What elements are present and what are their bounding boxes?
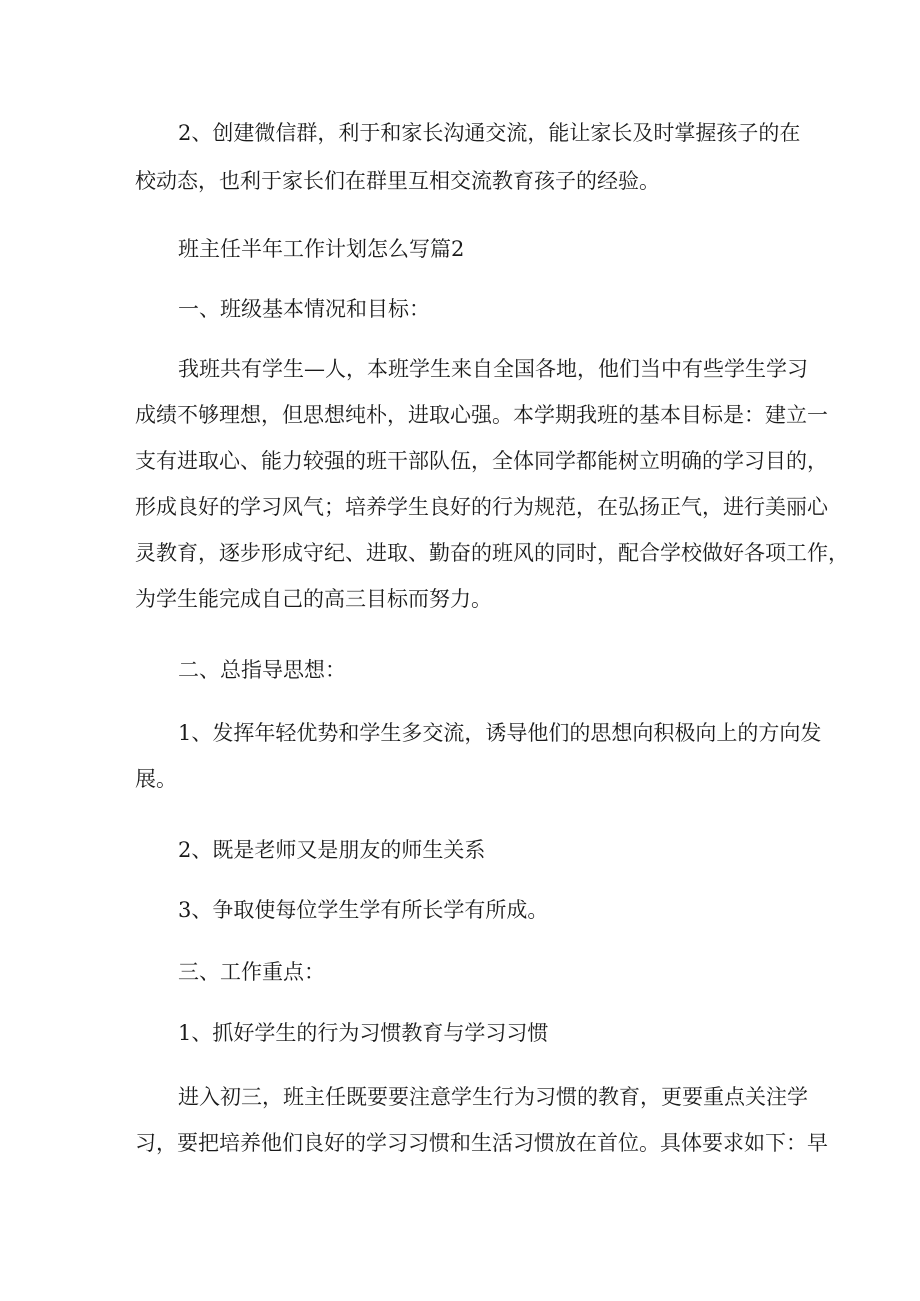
section-heading: 二、总指导思想： [178,658,346,682]
text-line: 我班共有学生—人，本班学生来自全国各地，他们当中有些学生学习 [178,357,808,381]
text-line: 进入初三，班主任既要要注意学生行为习惯的教育，更要重点关注学 [178,1085,808,1109]
section-title: 班主任半年工作计划怎么写篇2 [178,237,465,261]
text-line: 2、既是老师又是朋友的师生关系 [178,838,486,862]
section-heading: 三、工作重点： [178,960,325,984]
text-line: 1、抓好学生的行为习惯教育与学习习惯 [178,1021,549,1045]
text-line: 习，要把培养他们良好的学习习惯和生活习惯放在首位。具体要求如下：早 [135,1131,828,1155]
text-line: 形成良好的学习风气；培养学生良好的行为规范，在弘扬正气，进行美丽心 [135,495,828,519]
text-line: 2、创建微信群，利于和家长沟通交流，能让家长及时掌握孩子的在 [178,121,801,145]
text-line: 展。 [135,767,177,791]
text-line: 灵教育，逐步形成守纪、进取、勤奋的班风的同时，配合学校做好各项工作， [135,541,849,565]
text-line: 为学生能完成自己的高三目标而努力。 [135,587,492,611]
text-line: 支有进取心、能力较强的班干部队伍，全体同学都能树立明确的学习目的， [135,449,828,473]
text-line: 3、争取使每位学生学有所长学有所成。 [178,898,549,922]
section-heading: 一、班级基本情况和目标： [178,297,430,321]
text-line: 成绩不够理想，但思想纯朴，进取心强。本学期我班的基本目标是：建立一 [135,403,828,427]
text-line: 校动态，也利于家长们在群里互相交流教育孩子的经验。 [135,169,660,193]
text-line: 1、发挥年轻优势和学生多交流，诱导他们的思想向积极向上的方向发 [178,721,822,745]
